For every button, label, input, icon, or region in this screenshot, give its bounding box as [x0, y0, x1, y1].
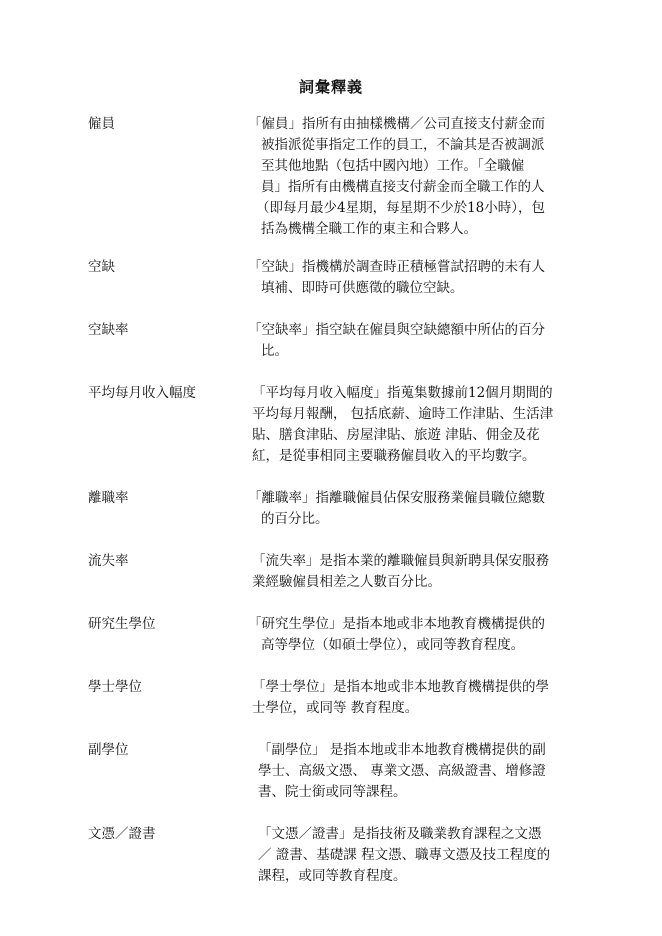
definition-line: 「僱員」指所有由抽樣機構／公司直接支付薪金而	[248, 116, 545, 132]
term-definition	[248, 551, 586, 593]
term-definition	[248, 320, 586, 362]
term-label: 副學位	[88, 742, 129, 758]
definition-line: 「空缺」指機構於調查時正積極嘗試招聘的未有人	[248, 259, 545, 275]
term-label: 研究生學位	[88, 616, 156, 632]
definition-line: （即每月最少4星期，每星期不少於18小時），包	[256, 200, 546, 216]
definition-line: 「文憑／證書」是指技術及職業教育課程之文憑	[258, 826, 542, 842]
definition-line: 「研究生學位」是指本地或非本地教育機構提供的	[248, 616, 545, 632]
definition-line: 紅，是從事相同主要職務僱員收入的平均數字。	[252, 448, 536, 464]
definition-line: 業經驗僱員相差之人數百分比。	[252, 574, 441, 590]
term-label: 學士學位	[88, 679, 142, 695]
term-label: 空缺率	[88, 322, 129, 338]
definition-line: 平均每月報酬， 包括底薪、逾時工作津貼、生活津	[252, 406, 554, 422]
definition-line: ／ 證書、基礎課 程文憑、職專文憑及技工程度的	[258, 847, 551, 863]
term-label: 離職率	[88, 490, 129, 506]
term-label: 文憑／證書	[88, 826, 156, 842]
definition-line: 高等學位（如碩士學位），或同等教育程度。	[261, 637, 525, 653]
term-definition	[248, 114, 586, 240]
definition-line: 括為機構全職工作的東主和合夥人。	[261, 221, 477, 237]
term-definition	[248, 257, 586, 299]
definition-line: 「離職率」指離職僱員佔保安服務業僱員職位總數	[248, 490, 545, 506]
page-title: 詞彙釋義	[298, 78, 363, 96]
term-definition	[248, 677, 586, 719]
definition-line: 貼、膳食津貼、房屋津貼、旅遊 津貼、佣金及花	[252, 427, 540, 443]
term-definition	[248, 824, 586, 887]
term-label: 流失率	[88, 553, 129, 569]
term-label: 空缺	[88, 259, 115, 275]
term-definition	[248, 740, 586, 803]
definition-line: 填補、即時可供應徵的職位空缺。	[261, 280, 464, 296]
definition-line: 被指派從事指定工作的員工，不論其是否被調派	[261, 137, 545, 153]
definition-line: 「空缺率」指空缺在僱員與空缺總額中所佔的百分	[248, 322, 545, 338]
term-label: 平均每月收入幅度	[88, 385, 196, 401]
definition-line: 員」指所有由機構直接支付薪金而全職工作的人	[261, 179, 545, 195]
definition-line: 「流失率」是指本業的離職僱員與新聘具保安服務	[252, 553, 549, 569]
definition-line: 「學士學位」是指本地或非本地教育機構提供的學	[252, 679, 549, 695]
definition-line: 課程，或同等教育程度。	[258, 868, 407, 884]
term-definition	[248, 488, 586, 530]
definition-line: 學士、高級文憑、 專業文憑、高級證書、增修證	[258, 763, 546, 779]
definition-line: 的百分比。	[261, 511, 329, 527]
definition-line: 「副學位」 是指本地或非本地教育機構提供的副	[258, 742, 546, 758]
definition-line: 士學位，或同等 教育程度。	[252, 700, 419, 716]
definition-line: 至其他地點（包括中國內地）工作。「全職僱	[261, 158, 525, 174]
definition-line: 書、院士銜或同等課程。	[258, 784, 407, 800]
term-definition	[248, 614, 586, 656]
term-label: 僱員	[88, 116, 115, 132]
term-definition	[248, 383, 586, 467]
definition-line: 比。	[261, 343, 288, 359]
definition-line: 「平均每月收入幅度」指蒐集數據前12個月期間的	[252, 385, 553, 401]
